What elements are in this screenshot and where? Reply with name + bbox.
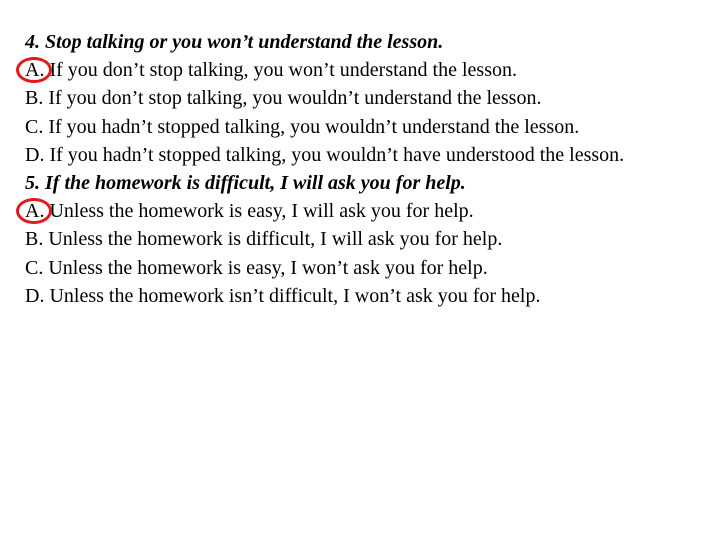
question-4-prompt: 4. Stop talking or you won’t understand the lesson.	[25, 31, 444, 53]
question-4-option-d: D. If you hadn’t stopped talking, you wouldn’t have understood the lesson.	[25, 143, 625, 166]
option-text: A. Unless the homework is easy, I will ask you for help.	[25, 200, 474, 223]
question-5-option-a	[25, 197, 705, 225]
question-5-option-b: B. Unless the homework is difficult, I will ask you for help.	[25, 228, 503, 251]
question-4-option-b: B. If you don’t stop talking, you wouldn’t understand the lesson.	[25, 87, 542, 110]
question-5-option-c: C. Unless the homework is easy, I won’t ask you for help.	[25, 256, 488, 279]
slide-content	[25, 28, 705, 310]
option-text: A. If you don’t stop talking, you won’t understand the lesson.	[25, 59, 517, 82]
question-5-prompt: 5. If the homework is difficult, I will ask you for help.	[25, 172, 466, 195]
question-4-option-c: C. If you hadn’t stopped talking, you wouldn’t understand the lesson.	[25, 115, 580, 138]
question-4-option-a	[25, 56, 705, 84]
question-5-option-d: D. Unless the homework isn’t difficult, I won’t ask you for help.	[25, 284, 541, 307]
